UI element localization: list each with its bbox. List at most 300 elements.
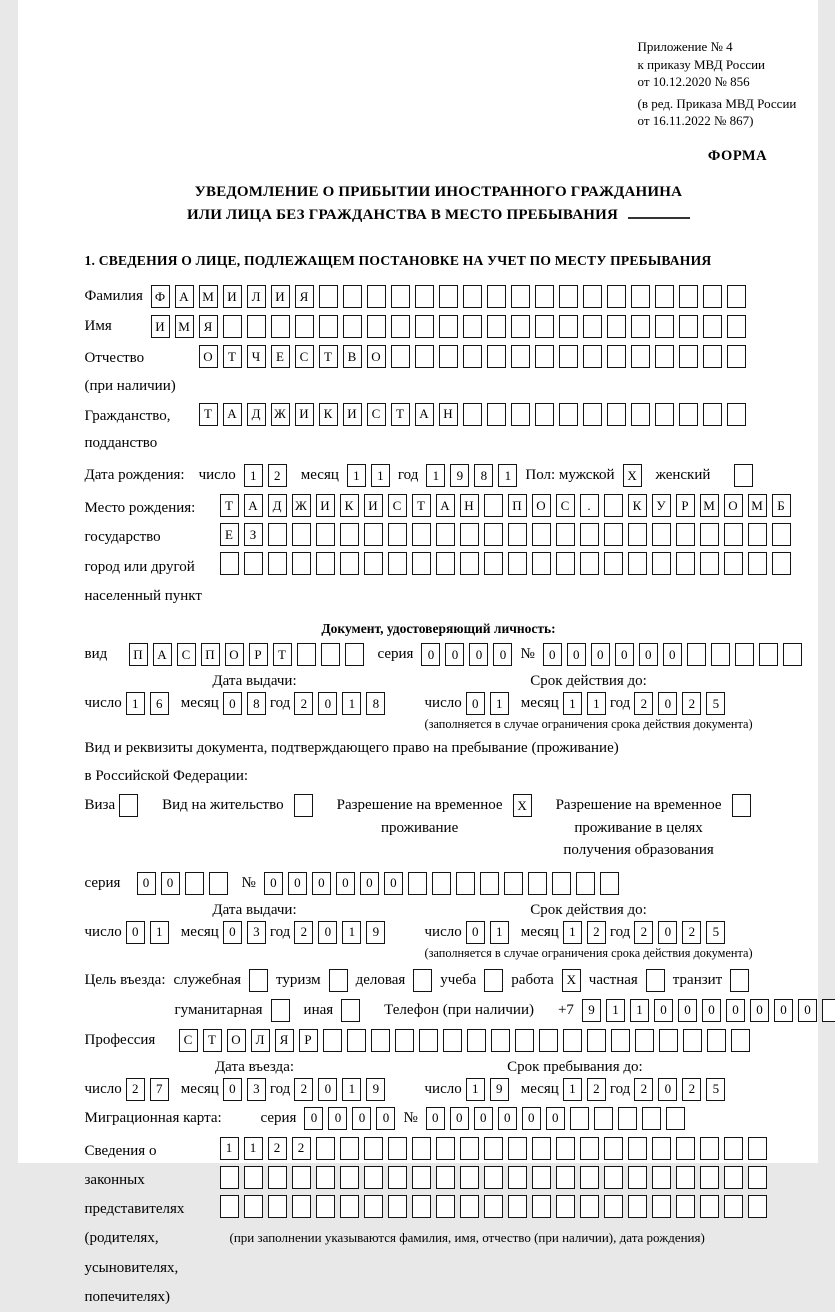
char-cell[interactable] bbox=[364, 552, 383, 575]
char-cell[interactable]: А bbox=[153, 643, 172, 666]
char-cell[interactable] bbox=[491, 1029, 510, 1052]
char-cell[interactable]: Ф bbox=[151, 285, 170, 308]
char-cell[interactable]: Е bbox=[220, 523, 239, 546]
char-cell[interactable] bbox=[559, 403, 578, 426]
char-cell[interactable] bbox=[439, 345, 458, 368]
char-cell[interactable]: Т bbox=[223, 345, 242, 368]
char-cell[interactable]: 0 bbox=[546, 1107, 565, 1130]
char-cell[interactable]: 0 bbox=[450, 1107, 469, 1130]
char-cell[interactable]: 1 bbox=[563, 1078, 582, 1101]
char-cell[interactable]: 2 bbox=[268, 464, 287, 487]
char-cell[interactable]: 0 bbox=[318, 921, 337, 944]
char-cell[interactable]: 0 bbox=[726, 999, 745, 1022]
char-cell[interactable]: И bbox=[343, 403, 362, 426]
char-cell[interactable]: 0 bbox=[352, 1107, 371, 1130]
char-cell[interactable]: 9 bbox=[490, 1078, 509, 1101]
char-cell[interactable]: 0 bbox=[312, 872, 331, 895]
char-cell[interactable] bbox=[340, 552, 359, 575]
char-cell[interactable] bbox=[700, 1195, 719, 1218]
char-cell[interactable] bbox=[748, 1195, 767, 1218]
char-cell[interactable] bbox=[484, 1166, 503, 1189]
char-cell[interactable] bbox=[580, 1137, 599, 1160]
char-cell[interactable] bbox=[772, 552, 791, 575]
char-cell[interactable] bbox=[463, 285, 482, 308]
char-cell[interactable] bbox=[343, 315, 362, 338]
char-cell[interactable]: 0 bbox=[126, 921, 145, 944]
char-cell[interactable] bbox=[748, 523, 767, 546]
char-cell[interactable]: 0 bbox=[750, 999, 769, 1022]
char-cell[interactable] bbox=[436, 1195, 455, 1218]
char-cell[interactable] bbox=[724, 1195, 743, 1218]
char-cell[interactable] bbox=[532, 1195, 551, 1218]
char-cell[interactable]: Р bbox=[299, 1029, 318, 1052]
char-cell[interactable] bbox=[679, 345, 698, 368]
char-cell[interactable] bbox=[583, 345, 602, 368]
char-cell[interactable] bbox=[515, 1029, 534, 1052]
char-cell[interactable]: П bbox=[129, 643, 148, 666]
char-cell[interactable] bbox=[556, 1166, 575, 1189]
char-cell[interactable]: О bbox=[225, 643, 244, 666]
char-cell[interactable] bbox=[583, 285, 602, 308]
char-cell[interactable] bbox=[340, 1166, 359, 1189]
char-cell[interactable] bbox=[604, 1166, 623, 1189]
char-cell[interactable]: 1 bbox=[150, 921, 169, 944]
char-cell[interactable] bbox=[655, 345, 674, 368]
char-cell[interactable]: О bbox=[199, 345, 218, 368]
char-cell[interactable] bbox=[220, 1166, 239, 1189]
char-cell[interactable] bbox=[511, 345, 530, 368]
char-cell[interactable] bbox=[556, 523, 575, 546]
char-cell[interactable]: 2 bbox=[126, 1078, 145, 1101]
char-cell[interactable] bbox=[511, 285, 530, 308]
char-cell[interactable] bbox=[703, 403, 722, 426]
char-cell[interactable]: 0 bbox=[658, 1078, 677, 1101]
char-cell[interactable] bbox=[460, 1137, 479, 1160]
char-cell[interactable] bbox=[822, 999, 835, 1022]
char-cell[interactable]: 0 bbox=[591, 643, 610, 666]
char-cell[interactable] bbox=[343, 285, 362, 308]
char-cell[interactable] bbox=[748, 1137, 767, 1160]
char-cell[interactable]: Ч bbox=[247, 345, 266, 368]
char-cell[interactable]: Т bbox=[319, 345, 338, 368]
char-cell[interactable] bbox=[316, 552, 335, 575]
char-cell[interactable]: 1 bbox=[371, 464, 390, 487]
char-cell[interactable]: 2 bbox=[268, 1137, 287, 1160]
char-cell[interactable] bbox=[576, 872, 595, 895]
edu-permit-checkbox[interactable] bbox=[732, 794, 751, 817]
char-cell[interactable] bbox=[412, 1166, 431, 1189]
char-cell[interactable]: А bbox=[175, 285, 194, 308]
char-cell[interactable] bbox=[628, 1166, 647, 1189]
char-cell[interactable] bbox=[364, 1137, 383, 1160]
char-cell[interactable] bbox=[456, 872, 475, 895]
char-cell[interactable]: 0 bbox=[567, 643, 586, 666]
char-cell[interactable] bbox=[556, 1137, 575, 1160]
char-cell[interactable] bbox=[532, 552, 551, 575]
char-cell[interactable] bbox=[508, 552, 527, 575]
char-cell[interactable] bbox=[415, 315, 434, 338]
char-cell[interactable] bbox=[487, 285, 506, 308]
char-cell[interactable] bbox=[652, 523, 671, 546]
char-cell[interactable] bbox=[292, 1195, 311, 1218]
char-cell[interactable] bbox=[268, 1195, 287, 1218]
char-cell[interactable]: 1 bbox=[587, 692, 606, 715]
char-cell[interactable] bbox=[460, 1166, 479, 1189]
char-cell[interactable] bbox=[408, 872, 427, 895]
char-cell[interactable]: 0 bbox=[421, 643, 440, 666]
char-cell[interactable]: 1 bbox=[342, 692, 361, 715]
char-cell[interactable]: М bbox=[748, 494, 767, 517]
char-cell[interactable] bbox=[364, 1195, 383, 1218]
char-cell[interactable] bbox=[340, 1137, 359, 1160]
purpose-tourism-checkbox[interactable] bbox=[329, 969, 348, 992]
char-cell[interactable] bbox=[460, 523, 479, 546]
purpose-official-checkbox[interactable] bbox=[249, 969, 268, 992]
char-cell[interactable] bbox=[391, 315, 410, 338]
char-cell[interactable]: Т bbox=[412, 494, 431, 517]
char-cell[interactable] bbox=[316, 1195, 335, 1218]
char-cell[interactable]: С bbox=[367, 403, 386, 426]
char-cell[interactable] bbox=[587, 1029, 606, 1052]
char-cell[interactable] bbox=[727, 403, 746, 426]
char-cell[interactable]: Т bbox=[391, 403, 410, 426]
char-cell[interactable] bbox=[703, 315, 722, 338]
char-cell[interactable] bbox=[748, 552, 767, 575]
char-cell[interactable]: М bbox=[700, 494, 719, 517]
char-cell[interactable] bbox=[552, 872, 571, 895]
char-cell[interactable]: 0 bbox=[658, 921, 677, 944]
char-cell[interactable]: 0 bbox=[774, 999, 793, 1022]
char-cell[interactable]: П bbox=[201, 643, 220, 666]
char-cell[interactable]: 0 bbox=[654, 999, 673, 1022]
char-cell[interactable]: 5 bbox=[706, 921, 725, 944]
char-cell[interactable] bbox=[659, 1029, 678, 1052]
char-cell[interactable] bbox=[607, 403, 626, 426]
char-cell[interactable]: 0 bbox=[426, 1107, 445, 1130]
char-cell[interactable] bbox=[484, 1195, 503, 1218]
char-cell[interactable] bbox=[604, 1137, 623, 1160]
char-cell[interactable] bbox=[316, 1166, 335, 1189]
char-cell[interactable] bbox=[436, 552, 455, 575]
char-cell[interactable] bbox=[556, 552, 575, 575]
char-cell[interactable] bbox=[388, 1195, 407, 1218]
char-cell[interactable] bbox=[487, 315, 506, 338]
char-cell[interactable] bbox=[727, 285, 746, 308]
char-cell[interactable]: 0 bbox=[493, 643, 512, 666]
char-cell[interactable]: 0 bbox=[639, 643, 658, 666]
char-cell[interactable]: 8 bbox=[366, 692, 385, 715]
char-cell[interactable] bbox=[535, 315, 554, 338]
char-cell[interactable] bbox=[594, 1107, 613, 1130]
char-cell[interactable]: 1 bbox=[630, 999, 649, 1022]
residence-permit-checkbox[interactable] bbox=[294, 794, 313, 817]
char-cell[interactable]: . bbox=[580, 494, 599, 517]
char-cell[interactable] bbox=[607, 315, 626, 338]
char-cell[interactable]: 9 bbox=[366, 921, 385, 944]
char-cell[interactable]: 0 bbox=[615, 643, 634, 666]
char-cell[interactable]: 2 bbox=[587, 1078, 606, 1101]
char-cell[interactable]: Я bbox=[199, 315, 218, 338]
char-cell[interactable]: 2 bbox=[634, 921, 653, 944]
char-cell[interactable] bbox=[504, 872, 523, 895]
char-cell[interactable] bbox=[391, 285, 410, 308]
char-cell[interactable]: З bbox=[244, 523, 263, 546]
char-cell[interactable]: И bbox=[223, 285, 242, 308]
char-cell[interactable] bbox=[535, 403, 554, 426]
char-cell[interactable] bbox=[467, 1029, 486, 1052]
char-cell[interactable] bbox=[683, 1029, 702, 1052]
char-cell[interactable]: 1 bbox=[490, 692, 509, 715]
char-cell[interactable]: 1 bbox=[563, 921, 582, 944]
char-cell[interactable] bbox=[724, 1137, 743, 1160]
char-cell[interactable]: 0 bbox=[288, 872, 307, 895]
char-cell[interactable]: 2 bbox=[634, 692, 653, 715]
char-cell[interactable]: 1 bbox=[244, 1137, 263, 1160]
char-cell[interactable] bbox=[388, 1166, 407, 1189]
char-cell[interactable] bbox=[345, 643, 364, 666]
char-cell[interactable]: В bbox=[343, 345, 362, 368]
char-cell[interactable] bbox=[532, 1137, 551, 1160]
char-cell[interactable] bbox=[463, 315, 482, 338]
char-cell[interactable] bbox=[244, 1166, 263, 1189]
char-cell[interactable]: 9 bbox=[582, 999, 601, 1022]
char-cell[interactable]: 0 bbox=[336, 872, 355, 895]
char-cell[interactable] bbox=[559, 285, 578, 308]
char-cell[interactable] bbox=[735, 643, 754, 666]
char-cell[interactable]: 0 bbox=[663, 643, 682, 666]
char-cell[interactable] bbox=[631, 345, 650, 368]
char-cell[interactable] bbox=[436, 1137, 455, 1160]
char-cell[interactable] bbox=[436, 523, 455, 546]
char-cell[interactable] bbox=[316, 523, 335, 546]
char-cell[interactable] bbox=[223, 315, 242, 338]
char-cell[interactable]: С bbox=[295, 345, 314, 368]
char-cell[interactable] bbox=[463, 403, 482, 426]
char-cell[interactable] bbox=[655, 403, 674, 426]
char-cell[interactable] bbox=[676, 1166, 695, 1189]
char-cell[interactable] bbox=[676, 1195, 695, 1218]
char-cell[interactable]: 5 bbox=[706, 692, 725, 715]
char-cell[interactable]: 0 bbox=[466, 692, 485, 715]
char-cell[interactable] bbox=[676, 552, 695, 575]
char-cell[interactable]: 0 bbox=[543, 643, 562, 666]
char-cell[interactable] bbox=[511, 315, 530, 338]
char-cell[interactable] bbox=[532, 1166, 551, 1189]
char-cell[interactable]: 0 bbox=[161, 872, 180, 895]
char-cell[interactable]: Д bbox=[268, 494, 287, 517]
char-cell[interactable]: 1 bbox=[498, 464, 517, 487]
char-cell[interactable] bbox=[580, 552, 599, 575]
char-cell[interactable]: О bbox=[227, 1029, 246, 1052]
char-cell[interactable] bbox=[412, 1195, 431, 1218]
char-cell[interactable] bbox=[185, 872, 204, 895]
char-cell[interactable]: 1 bbox=[466, 1078, 485, 1101]
char-cell[interactable]: 2 bbox=[587, 921, 606, 944]
char-cell[interactable]: А bbox=[244, 494, 263, 517]
char-cell[interactable]: С bbox=[177, 643, 196, 666]
char-cell[interactable]: 0 bbox=[223, 1078, 242, 1101]
purpose-study-checkbox[interactable] bbox=[484, 969, 503, 992]
char-cell[interactable]: Н bbox=[460, 494, 479, 517]
purpose-work-checkbox[interactable]: X bbox=[562, 969, 581, 992]
char-cell[interactable]: 1 bbox=[563, 692, 582, 715]
char-cell[interactable] bbox=[460, 1195, 479, 1218]
char-cell[interactable]: 1 bbox=[220, 1137, 239, 1160]
char-cell[interactable] bbox=[772, 523, 791, 546]
char-cell[interactable]: 6 bbox=[150, 692, 169, 715]
char-cell[interactable] bbox=[484, 494, 503, 517]
char-cell[interactable] bbox=[487, 403, 506, 426]
char-cell[interactable] bbox=[700, 1166, 719, 1189]
char-cell[interactable] bbox=[412, 1137, 431, 1160]
char-cell[interactable]: 2 bbox=[292, 1137, 311, 1160]
char-cell[interactable] bbox=[508, 1166, 527, 1189]
char-cell[interactable]: 0 bbox=[445, 643, 464, 666]
char-cell[interactable]: 2 bbox=[294, 921, 313, 944]
char-cell[interactable] bbox=[724, 1166, 743, 1189]
char-cell[interactable] bbox=[652, 1166, 671, 1189]
char-cell[interactable] bbox=[412, 552, 431, 575]
char-cell[interactable] bbox=[731, 1029, 750, 1052]
char-cell[interactable] bbox=[367, 285, 386, 308]
char-cell[interactable] bbox=[600, 872, 619, 895]
char-cell[interactable]: Т bbox=[199, 403, 218, 426]
char-cell[interactable]: 0 bbox=[328, 1107, 347, 1130]
char-cell[interactable] bbox=[676, 1137, 695, 1160]
char-cell[interactable]: Р bbox=[676, 494, 695, 517]
char-cell[interactable] bbox=[703, 345, 722, 368]
char-cell[interactable] bbox=[676, 523, 695, 546]
char-cell[interactable] bbox=[559, 315, 578, 338]
char-cell[interactable] bbox=[724, 523, 743, 546]
char-cell[interactable] bbox=[487, 345, 506, 368]
char-cell[interactable]: Л bbox=[247, 285, 266, 308]
char-cell[interactable] bbox=[559, 345, 578, 368]
char-cell[interactable] bbox=[631, 285, 650, 308]
char-cell[interactable]: 0 bbox=[304, 1107, 323, 1130]
char-cell[interactable]: Б bbox=[772, 494, 791, 517]
purpose-other-checkbox[interactable] bbox=[341, 999, 360, 1022]
char-cell[interactable]: Я bbox=[295, 285, 314, 308]
char-cell[interactable]: 1 bbox=[244, 464, 263, 487]
char-cell[interactable]: 0 bbox=[498, 1107, 517, 1130]
char-cell[interactable] bbox=[652, 1195, 671, 1218]
char-cell[interactable] bbox=[439, 315, 458, 338]
char-cell[interactable]: Л bbox=[251, 1029, 270, 1052]
char-cell[interactable] bbox=[570, 1107, 589, 1130]
char-cell[interactable]: 1 bbox=[426, 464, 445, 487]
char-cell[interactable] bbox=[508, 1137, 527, 1160]
char-cell[interactable]: Д bbox=[247, 403, 266, 426]
char-cell[interactable] bbox=[292, 552, 311, 575]
char-cell[interactable]: 2 bbox=[682, 692, 701, 715]
char-cell[interactable] bbox=[443, 1029, 462, 1052]
char-cell[interactable] bbox=[748, 1166, 767, 1189]
char-cell[interactable] bbox=[583, 403, 602, 426]
char-cell[interactable] bbox=[244, 552, 263, 575]
char-cell[interactable] bbox=[563, 1029, 582, 1052]
char-cell[interactable]: С bbox=[556, 494, 575, 517]
char-cell[interactable]: 7 bbox=[150, 1078, 169, 1101]
char-cell[interactable]: 2 bbox=[294, 692, 313, 715]
char-cell[interactable] bbox=[700, 552, 719, 575]
char-cell[interactable]: И bbox=[364, 494, 383, 517]
char-cell[interactable]: 0 bbox=[474, 1107, 493, 1130]
char-cell[interactable]: 9 bbox=[450, 464, 469, 487]
char-cell[interactable] bbox=[511, 403, 530, 426]
char-cell[interactable]: 0 bbox=[223, 692, 242, 715]
char-cell[interactable] bbox=[391, 345, 410, 368]
char-cell[interactable] bbox=[436, 1166, 455, 1189]
char-cell[interactable]: С bbox=[388, 494, 407, 517]
char-cell[interactable]: 3 bbox=[247, 921, 266, 944]
char-cell[interactable]: 0 bbox=[318, 692, 337, 715]
char-cell[interactable] bbox=[460, 552, 479, 575]
char-cell[interactable]: Я bbox=[275, 1029, 294, 1052]
char-cell[interactable]: А bbox=[415, 403, 434, 426]
char-cell[interactable]: Т bbox=[203, 1029, 222, 1052]
female-checkbox[interactable] bbox=[734, 464, 753, 487]
char-cell[interactable] bbox=[295, 315, 314, 338]
char-cell[interactable]: М bbox=[199, 285, 218, 308]
char-cell[interactable] bbox=[508, 1195, 527, 1218]
char-cell[interactable] bbox=[535, 345, 554, 368]
char-cell[interactable] bbox=[367, 315, 386, 338]
char-cell[interactable] bbox=[347, 1029, 366, 1052]
char-cell[interactable] bbox=[604, 1195, 623, 1218]
char-cell[interactable] bbox=[371, 1029, 390, 1052]
purpose-business-checkbox[interactable] bbox=[413, 969, 432, 992]
char-cell[interactable]: 1 bbox=[342, 921, 361, 944]
char-cell[interactable] bbox=[268, 523, 287, 546]
char-cell[interactable] bbox=[556, 1195, 575, 1218]
char-cell[interactable] bbox=[631, 315, 650, 338]
char-cell[interactable] bbox=[666, 1107, 685, 1130]
purpose-humanitarian-checkbox[interactable] bbox=[271, 999, 290, 1022]
char-cell[interactable] bbox=[687, 643, 706, 666]
char-cell[interactable] bbox=[628, 1137, 647, 1160]
char-cell[interactable] bbox=[528, 872, 547, 895]
char-cell[interactable]: М bbox=[175, 315, 194, 338]
char-cell[interactable] bbox=[439, 285, 458, 308]
char-cell[interactable]: 0 bbox=[798, 999, 817, 1022]
char-cell[interactable]: Р bbox=[249, 643, 268, 666]
char-cell[interactable] bbox=[484, 1137, 503, 1160]
char-cell[interactable]: 8 bbox=[474, 464, 493, 487]
visa-checkbox[interactable] bbox=[119, 794, 138, 817]
char-cell[interactable]: 3 bbox=[247, 1078, 266, 1101]
char-cell[interactable]: А bbox=[223, 403, 242, 426]
char-cell[interactable]: 0 bbox=[223, 921, 242, 944]
char-cell[interactable] bbox=[415, 345, 434, 368]
male-checkbox[interactable]: X bbox=[623, 464, 642, 487]
char-cell[interactable]: А bbox=[436, 494, 455, 517]
char-cell[interactable] bbox=[220, 552, 239, 575]
char-cell[interactable]: 0 bbox=[137, 872, 156, 895]
char-cell[interactable]: 2 bbox=[294, 1078, 313, 1101]
char-cell[interactable]: 1 bbox=[490, 921, 509, 944]
char-cell[interactable] bbox=[539, 1029, 558, 1052]
char-cell[interactable]: 1 bbox=[606, 999, 625, 1022]
char-cell[interactable] bbox=[364, 523, 383, 546]
char-cell[interactable]: 2 bbox=[634, 1078, 653, 1101]
char-cell[interactable] bbox=[323, 1029, 342, 1052]
char-cell[interactable]: Ж bbox=[292, 494, 311, 517]
char-cell[interactable] bbox=[628, 1195, 647, 1218]
char-cell[interactable] bbox=[679, 315, 698, 338]
char-cell[interactable] bbox=[604, 552, 623, 575]
char-cell[interactable] bbox=[432, 872, 451, 895]
